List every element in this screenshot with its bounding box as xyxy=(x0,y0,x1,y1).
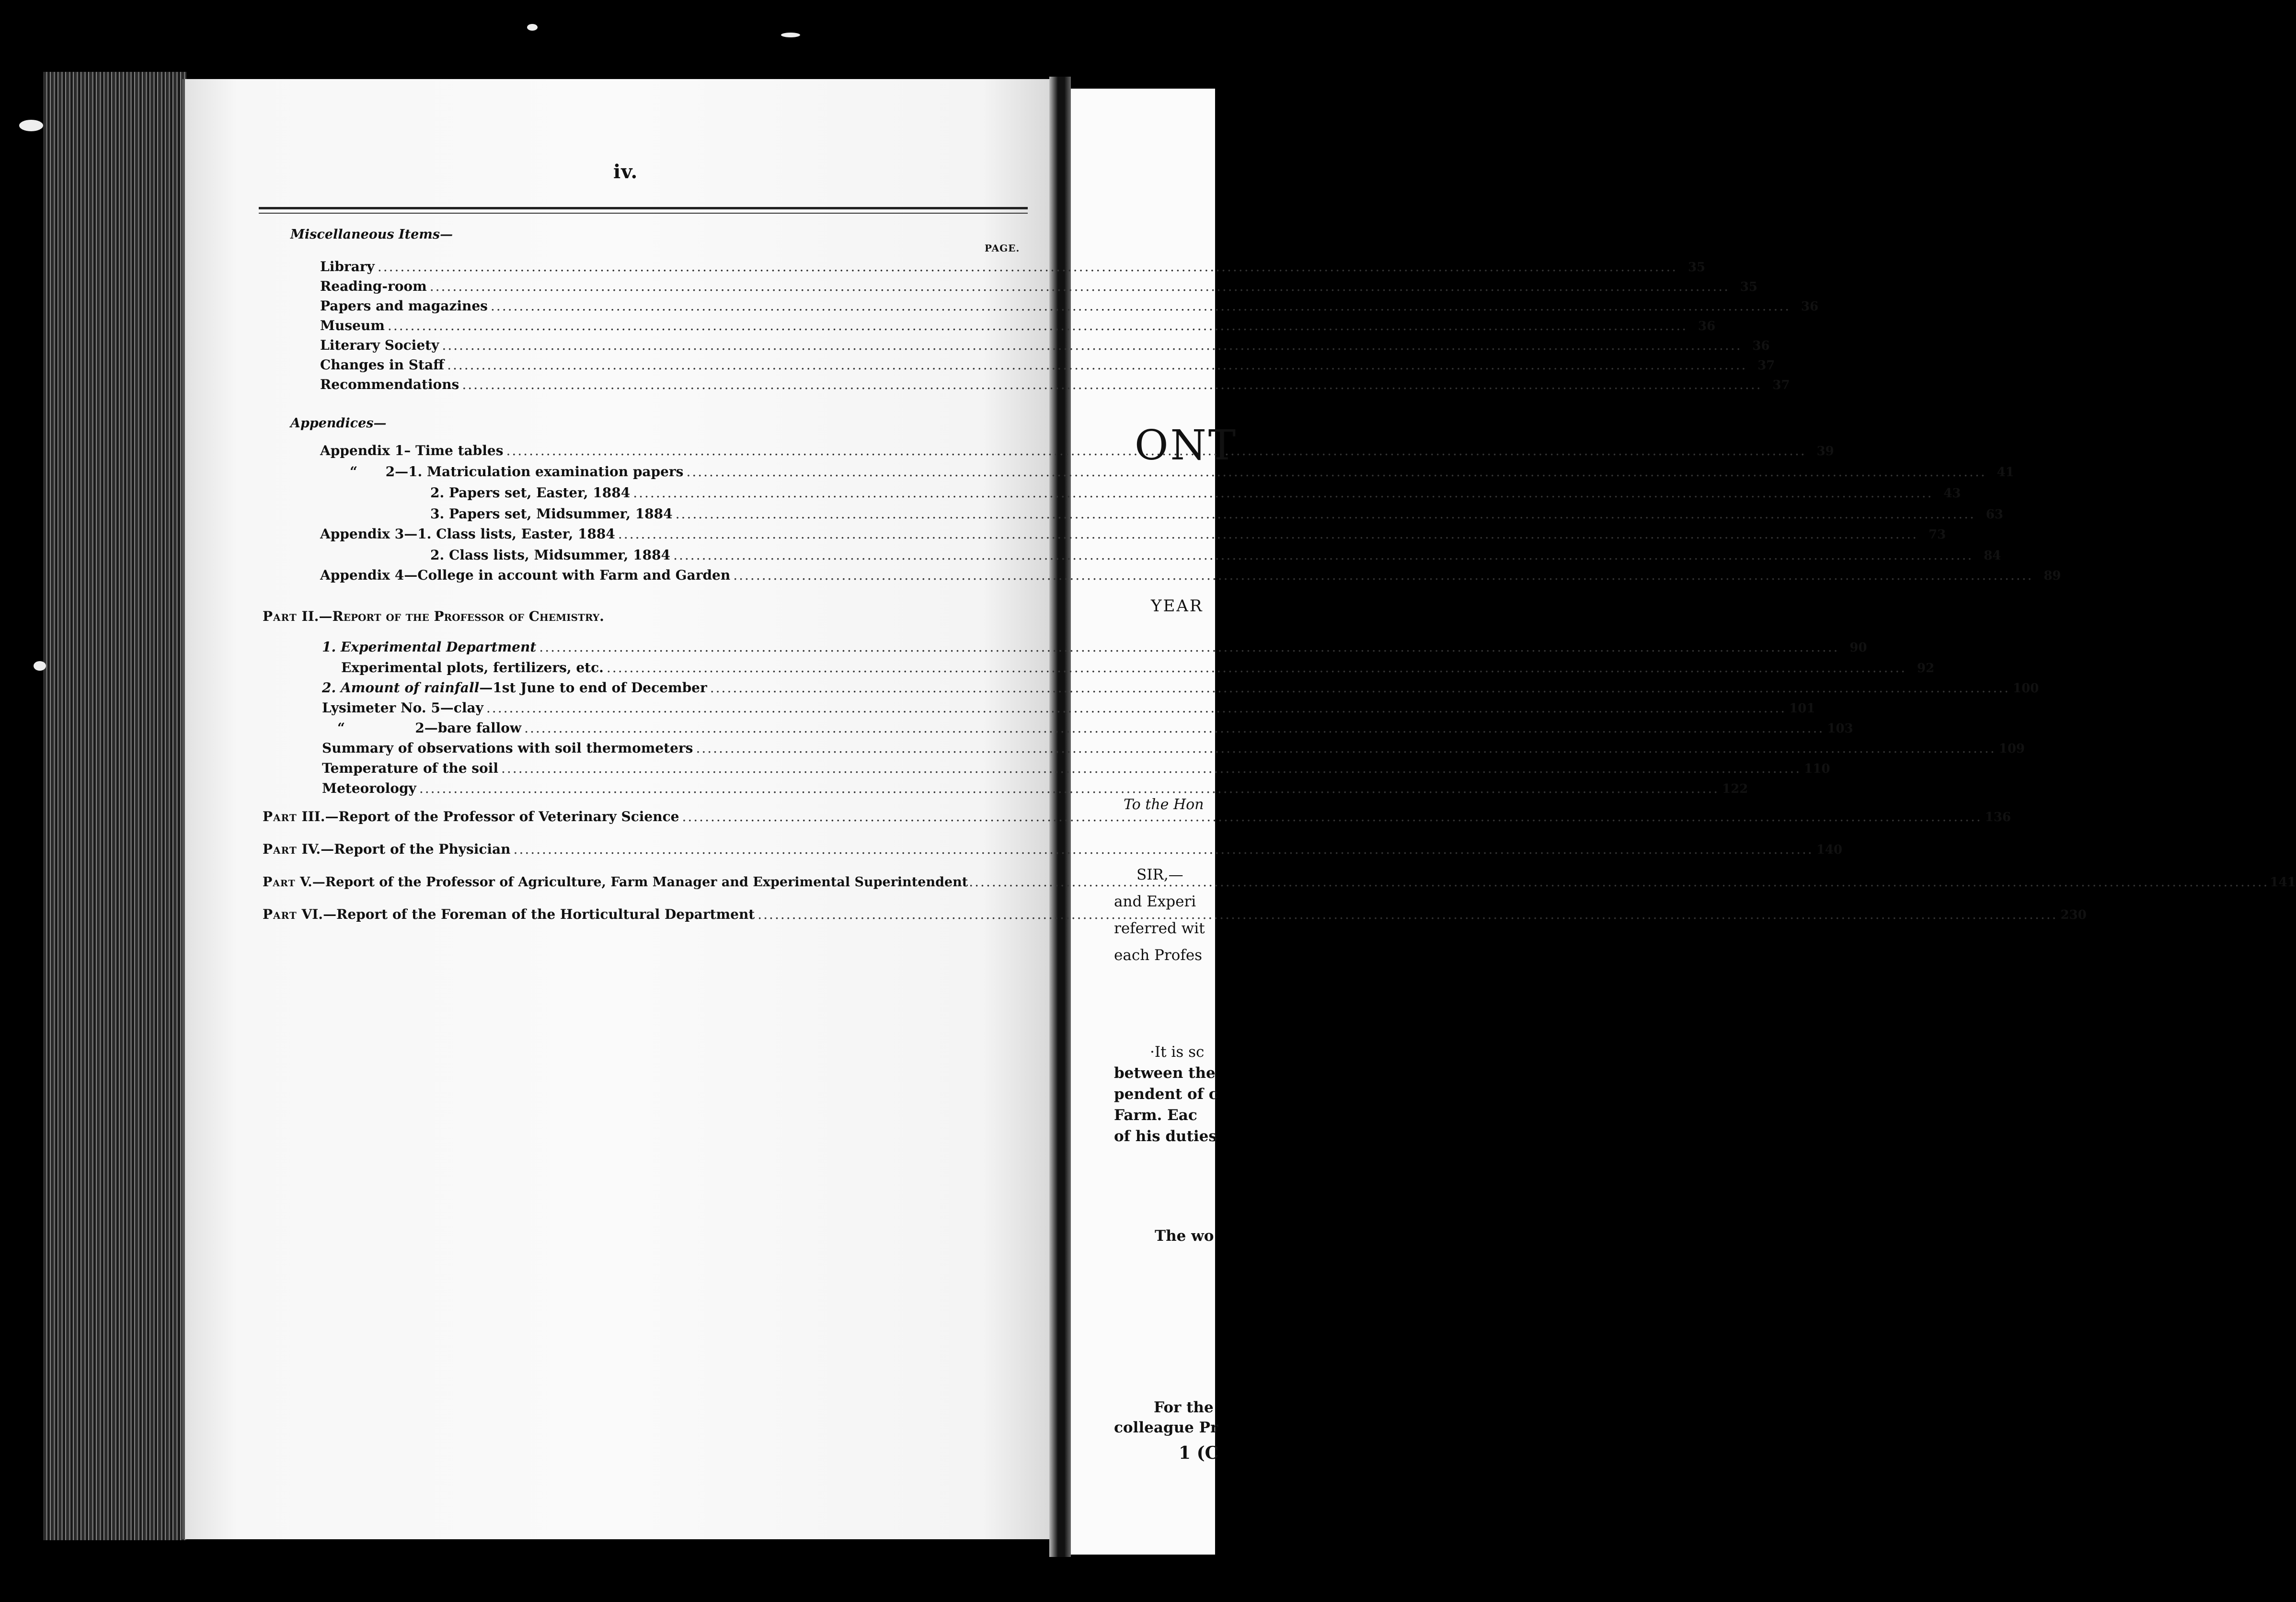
toc-entry: Papers and magazines ..... 36 xyxy=(320,298,1024,317)
toc-entry: Lysimeter No. 5—clay ..... 101 xyxy=(322,700,1024,719)
right-page-line: For the xyxy=(1154,1399,1214,1416)
right-page-line: of his duties xyxy=(1114,1128,1217,1145)
part-heading: Part II.—Report of the Professor of Chemistry. xyxy=(263,608,604,624)
toc-entry: 2. Papers set, Easter, 1884 ..... 43 xyxy=(430,485,1024,504)
right-page-line: each Profes xyxy=(1114,947,1203,964)
toc-entry: Temperature of the soil ..... 110 xyxy=(322,760,1024,779)
header-rule xyxy=(259,207,1028,209)
page-column-label: PAGE. xyxy=(985,242,1020,254)
right-page-line: The wo xyxy=(1155,1227,1214,1245)
book-page-edges xyxy=(43,72,187,1540)
toc-entry: 3. Papers set, Midsummer, 1884 ..... 63 xyxy=(430,506,1024,525)
scan-speck xyxy=(781,33,800,37)
toc-entry: Recommendations ..... 37 xyxy=(320,377,1024,396)
toc-entry: Appendix 1– Time tables ..... 39 xyxy=(320,443,1024,462)
right-page-line: pendent of c xyxy=(1114,1086,1218,1103)
right-page-year-fragment: YEAR xyxy=(1151,596,1204,616)
toc-entry: Appendix 4—College in account with Farm and Garden ..... 89 xyxy=(320,567,1024,586)
right-page-line: and Experi xyxy=(1114,893,1196,910)
part-entry: Part III.—Report of the Professor of Veterinary Science ..... 136 xyxy=(263,809,1024,828)
right-page-title-fragment: ONT xyxy=(1135,422,1238,469)
toc-entry: Appendix 3—1. Class lists, Easter, 1884 ..... 73 xyxy=(320,526,1024,545)
toc-entry: Summary of observations with soil thermometers ..... 109 xyxy=(322,740,1024,759)
toc-entry: 2. Amount of rainfall—1st June to end of December ..... 100 xyxy=(322,680,1024,699)
right-page-line: colleague Pr xyxy=(1114,1419,1218,1436)
part-entry: Part IV.—Report of the Physician ..... 140 xyxy=(263,841,1024,860)
toc-entry: Library ..... 35 xyxy=(320,259,1024,278)
page-number: iv. xyxy=(613,160,638,183)
section-heading-misc: Miscellaneous Items— xyxy=(290,227,453,242)
toc-entry: Reading-room ..... 35 xyxy=(320,278,1024,298)
right-page-line: SIR,— xyxy=(1137,866,1183,883)
toc-entry: “ 2—1. Matriculation examination papers ..... 41 xyxy=(350,464,1024,483)
toc-entry: Literary Society ..... 36 xyxy=(320,337,1024,356)
toc-entry: “ 2—bare fallow ..... 103 xyxy=(337,720,1024,739)
scan-speck xyxy=(34,661,46,671)
toc-entry: Experimental plots, fertilizers, etc. ..... 92 xyxy=(341,660,1024,679)
right-page-line: Farm. Eac xyxy=(1114,1107,1197,1124)
toc-entry: Changes in Staff ..... 37 xyxy=(320,357,1024,376)
right-page-address-fragment: To the Hon xyxy=(1124,796,1204,813)
right-page-line: 1 (C xyxy=(1179,1443,1219,1463)
right-page-line: referred wit xyxy=(1114,920,1205,937)
toc-entry: Museum ..... 36 xyxy=(320,318,1024,337)
toc-entry: 2. Class lists, Midsummer, 1884 ..... 84 xyxy=(430,547,1024,566)
header-rule-thin xyxy=(259,213,1028,214)
right-page-line: ·It is sc xyxy=(1150,1043,1205,1061)
section-heading-appendices: Appendices— xyxy=(290,416,387,431)
part-entry: Part V.—Report of the Professor of Agriculture, Farm Manager and Experimental Superintendent ..... 141 xyxy=(263,874,1024,893)
toc-entry: 1. Experimental Department ..... 90 xyxy=(322,639,1024,658)
part-entry: Part VI.—Report of the Foreman of the Horticultural Department ..... 230 xyxy=(263,906,1024,926)
scan-speck xyxy=(19,120,43,131)
toc-entry: Meteorology ..... 122 xyxy=(322,780,1024,800)
right-page-line: between the xyxy=(1114,1064,1216,1082)
scan-speck xyxy=(527,24,538,31)
